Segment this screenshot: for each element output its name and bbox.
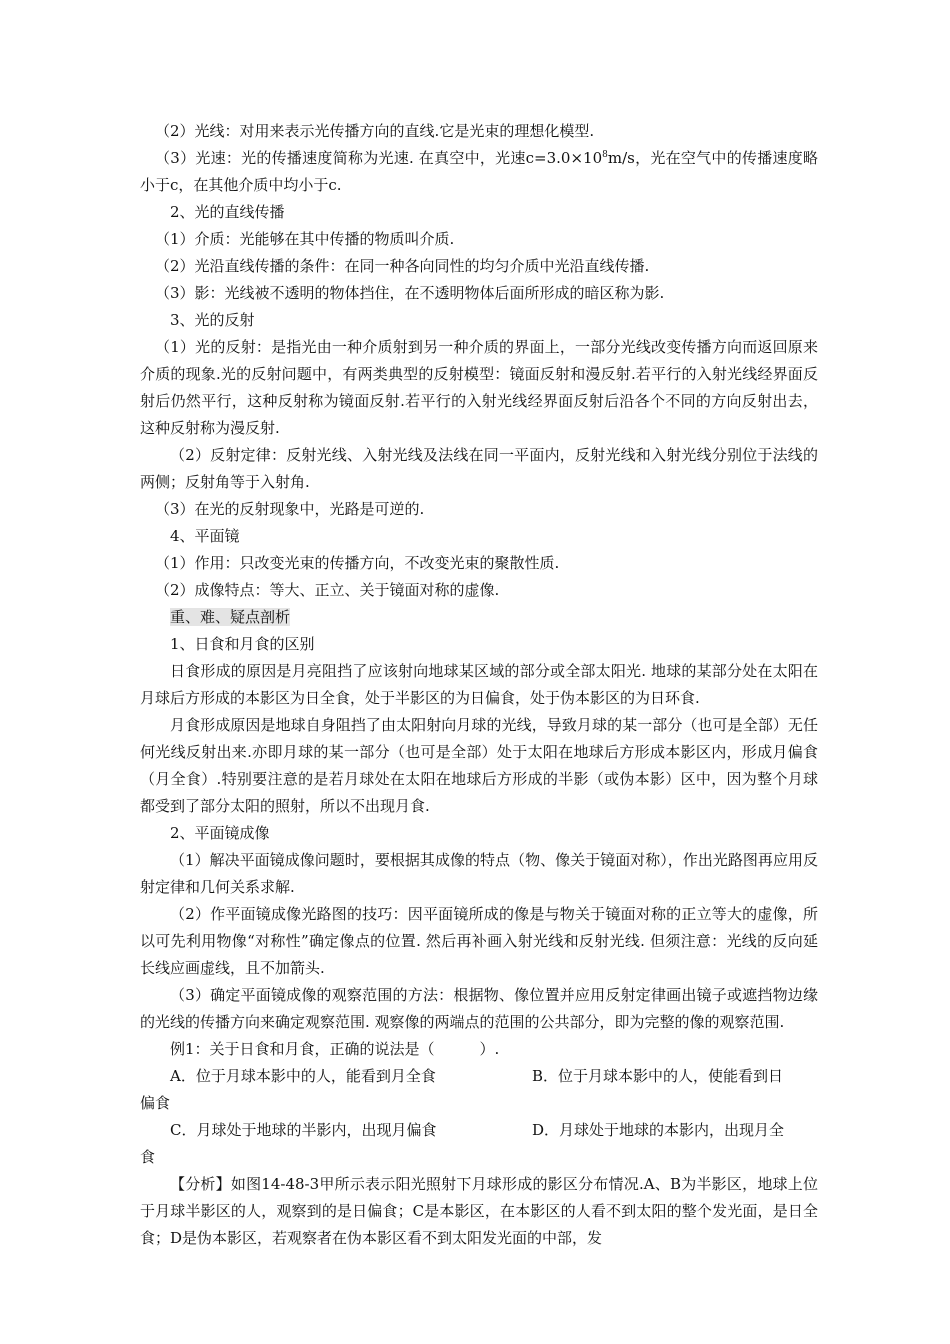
paragraph-reflection: （1）光的反射：是指光由一种介质射到另一种介质的界面上，一部分光线改变传播方向而返回原来介质的现象.光的反射问题中，有两类典型的反射模型：镜面反射和漫反射.若平行的入射光线经界面反射后仍然平行，这种反射称为镜面反射.若平行的入射光线经界面反射后沿各个不同的方向反射出去，这种反射称为漫反射. <box>140 338 818 437</box>
light-speed-text-a: （3）光速：光的传播速度简称为光速. 在真空中，光速c=3.0×10 <box>155 149 603 167</box>
option-d: D．月球处于地球的本影内，出现月全 <box>532 1121 785 1139</box>
key-points-heading-row <box>140 604 818 631</box>
option-c: C．月球处于地球的半影内，出现月偏食 <box>170 1121 437 1139</box>
paragraph-lunar-eclipse: 月食形成原因是地球自身阻挡了由太阳射向月球的光线，导致月球的某一部分（也可是全部）无任何光线反射出来.亦即月球的某一部分（也可是全部）处于太阳在地球后方形成本影区内，形成月偏食（月全食）.特别要注意的是若月球处在太阳在地球后方形成的半影（或伪本影）区中，因为整个月球都受到了部分太阳的照射，所以不出现月食. <box>140 716 818 815</box>
paragraph-mirror-1: （1）解决平面镜成像问题时，要根据其成像的特点（物、像关于镜面对称），作出光路图再应用反射定律和几何关系求解. <box>140 851 818 896</box>
option-d-continued: 食 <box>140 1148 156 1166</box>
section-heading-2: 2、光的直线传播 <box>170 203 285 221</box>
line-mirror-effect: （1）作用：只改变光束的传播方向，不改变光束的聚散性质. <box>155 554 560 572</box>
options-row-cd <box>140 1117 818 1144</box>
paragraph-analysis: 【分析】如图14-48-3甲所示表示阳光照射下月球形成的影区分布情况.A、B为半影区，地球上位于月球半影区的人，观察到的是日偏食；C是本影区，在本影区的人看不到太阳的整个发光面，是日全食；D是伪本影区，若观察者在伪本影区看不到太阳发光面的中部，发 <box>140 1175 818 1247</box>
line-light-ray: （2）光线：对用来表示光传播方向的直线.它是光束的理想化模型. <box>155 122 595 140</box>
paragraph-mirror-3: （3）确定平面镜成像的观察范围的方法：根据物、像位置并应用反射定律画出镜子或遮挡物边缘的光线的传播方向来确定观察范围. 观察像的两端点的范围的公共部分，即为完整的像的观察范围. <box>140 986 818 1031</box>
line-image-features: （2）成像特点：等大、正立、关于镜面对称的虚像. <box>155 581 500 599</box>
light-speed-text-b: m/s，光在空气中的传播速度略小于c，在其他介质中均小于c. <box>140 149 819 194</box>
line-shadow: （3）影：光线被不透明的物体挡住，在不透明物体后面所形成的暗区称为影. <box>155 284 665 302</box>
document-body <box>140 118 818 1252</box>
line-reversible: （3）在光的反射现象中，光路是可逆的. <box>155 500 425 518</box>
section-heading-4: 4、平面镜 <box>170 527 240 545</box>
option-b-continued: 偏食 <box>140 1094 171 1112</box>
line-medium: （1）介质：光能够在其中传播的物质叫介质. <box>155 230 455 248</box>
section-heading-3: 3、光的反射 <box>170 311 255 329</box>
key-points-heading: 重、难、疑点剖析 <box>170 608 291 626</box>
subheading-eclipse: 1、日食和月食的区别 <box>170 635 315 653</box>
options-row-ab <box>140 1063 818 1090</box>
paragraph-mirror-2: （2）作平面镜成像光路图的技巧：因平面镜所成的像是与物关于镜面对称的正立等大的虚像，所以可先利用物像“对称性”确定像点的位置. 然后再补画入射光线和反射光线. 但须注意：光线的反向延长线应画虚线，且不加箭头. <box>140 905 818 977</box>
paragraph-solar-eclipse: 日食形成的原因是月亮阻挡了应该射向地球某区域的部分或全部太阳光. 地球的某部分处在太阳在月球后方形成的本影区为日全食，处于半影区的为日偏食，处于伪本影区的为日环食. <box>140 662 818 707</box>
example-question: 例1：关于日食和月食，正确的说法是（ ）. <box>170 1040 500 1058</box>
paragraph-reflection-law: （2）反射定律：反射光线、入射光线及法线在同一平面内，反射光线和入射光线分别位于法线的两侧；反射角等于入射角. <box>140 446 818 491</box>
line-straight-condition: （2）光沿直线传播的条件：在同一种各向同性的均匀介质中光沿直线传播. <box>155 257 650 275</box>
subheading-mirror-image: 2、平面镜成像 <box>170 824 270 842</box>
line-light-speed <box>140 145 818 199</box>
option-b: B．位于月球本影中的人，使能看到日 <box>532 1067 784 1085</box>
exponent: 8 <box>602 150 608 160</box>
option-a: A．位于月球本影中的人，能看到月全食 <box>170 1067 436 1085</box>
